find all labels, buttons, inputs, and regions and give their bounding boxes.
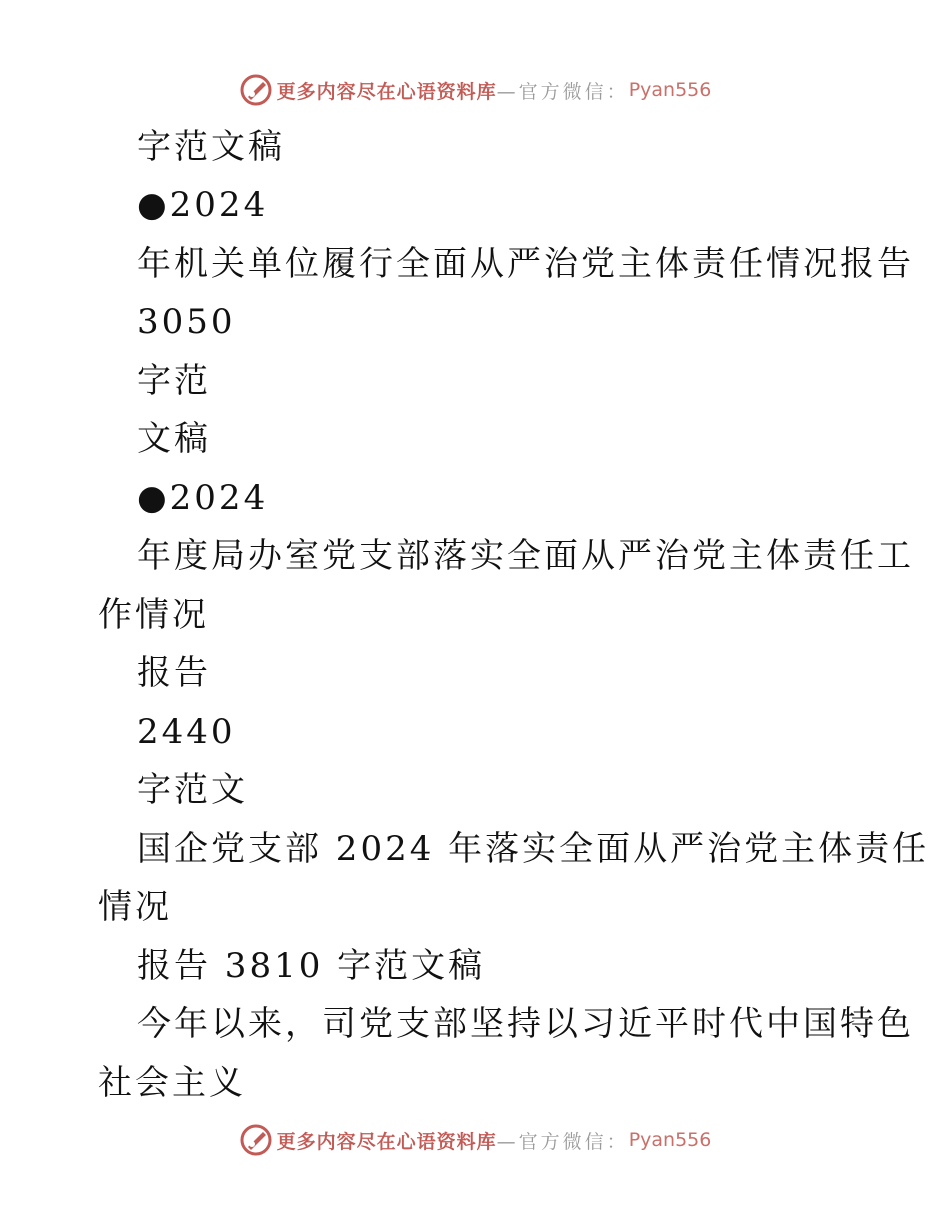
text-line: 字范文稿 [137, 127, 285, 167]
text-line: 年机关单位履行全面从严治党主体责任情况报告 [137, 244, 914, 284]
text-line: 字范文 [137, 770, 248, 810]
watermark-wechat-label: —官方微信： [496, 1130, 629, 1153]
text-line: 字范 [137, 361, 211, 401]
text-line: 2440 [137, 712, 236, 752]
text-line: 3050 [137, 302, 236, 342]
text-line: 报告 [137, 653, 211, 693]
text-line: 国企党支部 2024 年落实全面从严治党主体责任 [137, 829, 930, 869]
text-line: 年度局办室党支部落实全面从严治党主体责任工 [137, 536, 914, 576]
text-line: 情况 [98, 887, 172, 927]
text-line: ●2024 [137, 478, 269, 518]
watermark-site-text: 更多内容尽在心语资料库 [276, 80, 497, 103]
watermark-wechat-id: Pyan556 [628, 79, 712, 101]
text-line: 报告 3810 字范文稿 [137, 946, 486, 986]
watermark-site-text: 更多内容尽在心语资料库 [276, 1130, 497, 1153]
text-line: ●2024 [137, 185, 269, 225]
text-line: 社会主义 [98, 1063, 246, 1103]
text-line: 作情况 [98, 595, 209, 635]
footer-watermark [0, 1120, 950, 1160]
watermark-wechat-id: Pyan556 [628, 1129, 712, 1151]
pen-seal-icon [239, 73, 273, 107]
header-watermark [0, 70, 950, 110]
text-line: 今年以来，司党支部坚持以习近平时代中国特色 [137, 1004, 914, 1044]
text-line: 文稿 [137, 419, 211, 459]
watermark-wechat-label: —官方微信： [496, 80, 629, 103]
pen-seal-icon [239, 1123, 273, 1157]
